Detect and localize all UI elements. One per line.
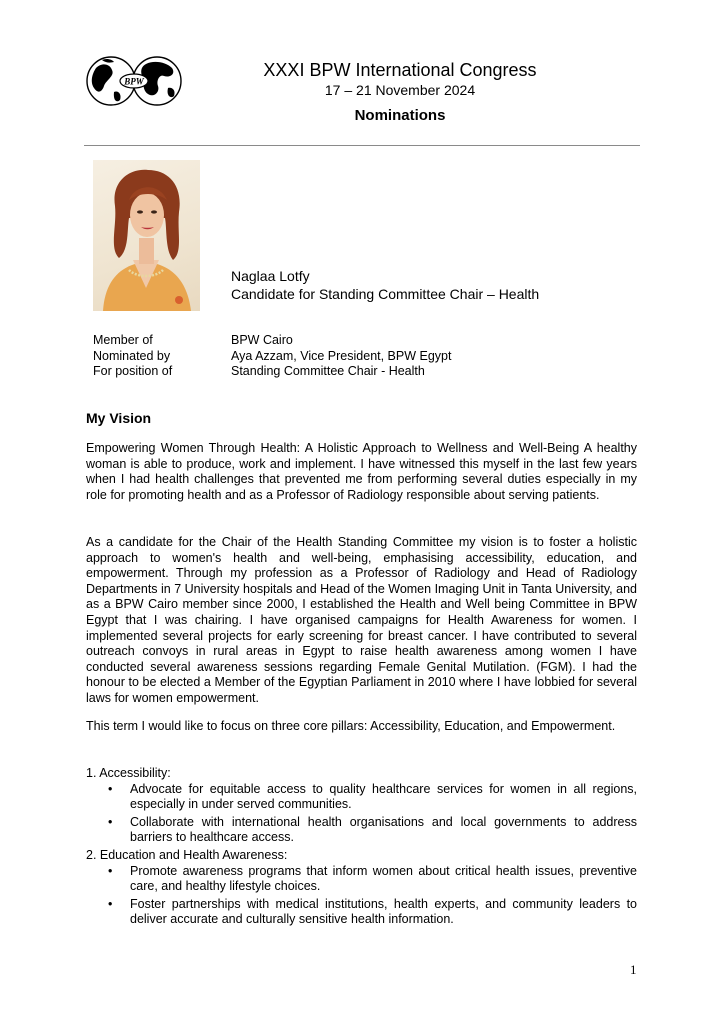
nominations-heading: Nominations bbox=[354, 107, 446, 124]
candidate-photo bbox=[93, 160, 200, 311]
bullet-icon: • bbox=[108, 863, 113, 878]
vision-paragraph-2: As a candidate for the Chair of the Health Standing Committee my vision is to foster a holistic approach to women's health and well-being, emphasising accessibility, education, and empowerment. Through my profession as a Professor of Radiology and Head of Radiology Departments in 7 University hospitals and Head of the Women Imaging Unit in Tanta University, and as a BPW Cairo member since 2000, I established the Health and Well being Committee in BPW Egypt that I was chairing. I have organised campaigns for Health Awareness for women. I implemented several projects for early screening for breast cancer. I have contributed to several outreach convoys in rural areas in Egypt to raise health awareness among women I have conducted several awareness sessions regarding Female Genital Mutilation. (FGM). I had the honour to be elected a Member of the Egyptian Parliament in 2010 where I have lobbied for several laws for women empowerment. bbox=[86, 535, 637, 705]
list-item bbox=[86, 815, 637, 846]
nominated-value: Aya Azzam, Vice President, BPW Egypt bbox=[231, 348, 452, 363]
bullet-icon: • bbox=[108, 814, 113, 829]
header-divider bbox=[84, 145, 640, 146]
member-label: Member of bbox=[93, 333, 153, 347]
candidate-role: Candidate for Standing Committee Chair – Health bbox=[231, 286, 540, 302]
bullet-list bbox=[86, 864, 637, 928]
congress-dates: 17 – 21 November 2024 bbox=[324, 82, 476, 98]
list-item bbox=[86, 897, 637, 928]
vision-heading: My Vision bbox=[86, 410, 152, 426]
list-item-text: Collaborate with international health organisations and local governments to address barriers to healthcare access. bbox=[130, 814, 637, 845]
info-row-member bbox=[93, 333, 451, 349]
pillars-list bbox=[86, 766, 637, 930]
nominated-label: Nominated by bbox=[93, 348, 171, 363]
vision-paragraph-1: Empowering Women Through Health: A Holistic Approach to Wellness and Well-Being A healthy woman is able to produce, work and implement. I have witnessed this myself in the last few years when I had health challenges that prevented me from performing several duties especially in my role for promoting health and as a Professor of Radiology responsible about serving patients. bbox=[86, 441, 637, 502]
list-item-text: Promote awareness programs that inform women about critical health issues, preventive care, and healthy lifestyle choices. bbox=[130, 863, 637, 894]
list-item-text: Foster partnerships with medical institutions, health experts, and community leaders to deliver accurate and culturally sensitive health information. bbox=[130, 896, 637, 927]
congress-title: XXXI BPW International Congress bbox=[263, 60, 537, 80]
info-row-nominated bbox=[93, 349, 451, 365]
bullet-icon: • bbox=[108, 896, 113, 911]
list-item bbox=[86, 782, 637, 813]
list-item-text: Advocate for equitable access to quality healthcare services for women in all regions, especially in under served communities. bbox=[130, 781, 637, 812]
section-heading: 1. Accessibility: bbox=[86, 766, 171, 780]
vision-paragraph-3: This term I would like to focus on three core pillars: Accessibility, Education, and Empowerment. bbox=[86, 719, 616, 733]
logo-text: BPW bbox=[124, 76, 144, 87]
nomination-info bbox=[93, 333, 451, 380]
list-item bbox=[86, 864, 637, 895]
position-label: For position of bbox=[93, 364, 173, 378]
position-value: Standing Committee Chair - Health bbox=[231, 364, 425, 378]
info-row-position bbox=[93, 364, 451, 380]
bullet-list bbox=[86, 782, 637, 846]
page-number: 1 bbox=[630, 962, 637, 977]
bullet-icon: • bbox=[108, 781, 113, 796]
bpw-globe-logo bbox=[84, 54, 184, 108]
member-value: BPW Cairo bbox=[231, 333, 293, 347]
candidate-name: Naglaa Lotfy bbox=[231, 268, 310, 284]
section-heading: 2. Education and Health Awareness: bbox=[86, 847, 288, 862]
